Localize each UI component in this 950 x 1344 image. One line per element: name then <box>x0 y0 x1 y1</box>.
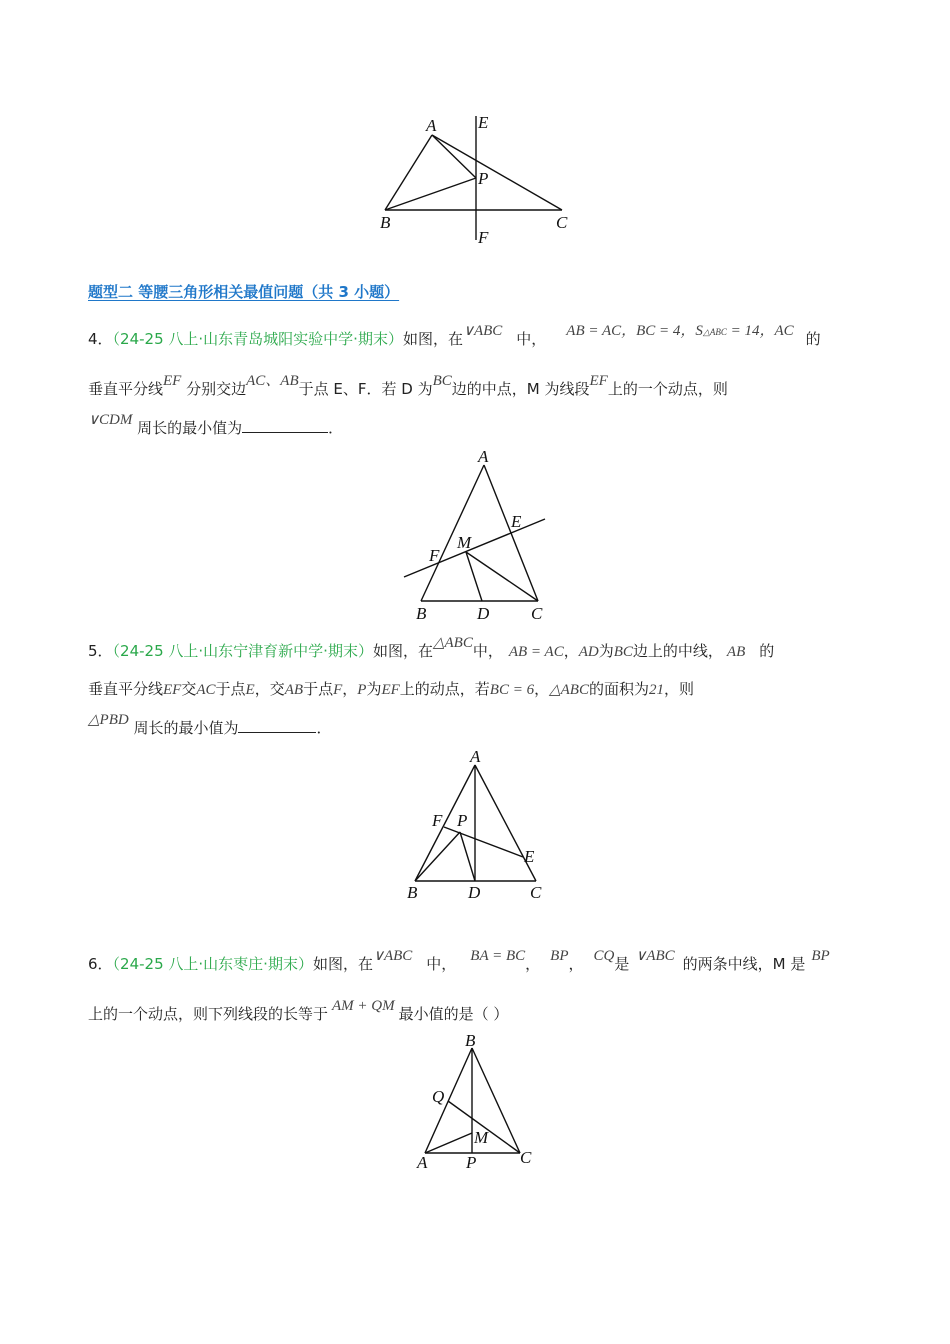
q4-line1: 4．（24-25 八上·山东青岛城阳实验中学·期末）如图，在∨ABC 中， AB = AC，BC = 4，$S^{\triangle ABC} = 14$，AC 的 <box>88 323 821 348</box>
label-F: F <box>429 546 440 565</box>
q6-line2: 上的一个动点，则下列线段的长等于 AM + QM 最小值的是（ ） <box>88 998 509 1023</box>
label-F: F <box>478 228 489 247</box>
label-E: E <box>511 512 522 531</box>
label-B: B <box>407 883 418 902</box>
label-D: D <box>477 604 490 623</box>
figure-q4 <box>395 445 555 625</box>
label-F: F <box>432 811 443 830</box>
label-A: A <box>426 116 437 135</box>
label-B: B <box>416 604 427 623</box>
label-C: C <box>531 604 543 623</box>
q6-number: 6． <box>88 955 113 973</box>
label-E: E <box>478 113 489 132</box>
figure-q3 <box>370 108 590 248</box>
q5-number: 5． <box>88 642 113 660</box>
q4-line2: 垂直平分线EF 分别交边AC、AB于点 E、F．若 D 为BC边的中点，M 为线段EF上的一个动点，则 <box>88 373 728 398</box>
q6-source: （24-25 八上·山东枣庄·期末） <box>112 955 313 973</box>
q4-line3: ∨CDM 周长的最小值为 ． <box>88 412 344 437</box>
section-title: 题型二 等腰三角形相关最值问题（共 3 小题） <box>88 283 400 301</box>
label-C: C <box>556 213 568 232</box>
q4-answer-blank[interactable] <box>242 418 328 433</box>
q4-number: 4． <box>88 330 113 348</box>
label-E: E <box>524 847 535 866</box>
label-B: B <box>465 1031 476 1050</box>
label-P: P <box>466 1153 477 1172</box>
q6-line1: 6．（24-25 八上·山东枣庄·期末）如图，在∨ABC 中， BA = BC， BP， CQ是 ∨ABC 的两条中线，M 是 BP <box>88 948 830 973</box>
q5-source: （24-25 八上·山东宁津育新中学·期末） <box>112 642 373 660</box>
figure-q5 <box>400 745 550 905</box>
label-P: P <box>457 811 468 830</box>
q4-source: （24-25 八上·山东青岛城阳实验中学·期末） <box>112 330 403 348</box>
q5-answer-blank[interactable] <box>238 718 316 733</box>
label-B: B <box>380 213 391 232</box>
figure-q6 <box>410 1030 540 1175</box>
label-C: C <box>530 883 542 902</box>
label-M: M <box>457 533 472 552</box>
label-Q: Q <box>432 1087 445 1106</box>
label-M: M <box>474 1128 489 1147</box>
q5-line3: △PBD 周长的最小值为 ． <box>88 712 332 737</box>
label-A: A <box>478 447 489 466</box>
label-A: A <box>417 1153 428 1172</box>
q5-line1: 5．（24-25 八上·山东宁津育新中学·期末）如图，在△ABC中， AB = AC，AD为BC边上的中线， AB 的 <box>88 635 775 660</box>
label-C: C <box>520 1148 532 1167</box>
label-A: A <box>470 747 481 766</box>
q5-line2: 垂直平分线EF交AC于点E，交AB于点F，P为EF上的动点，若BC = 6，△ABC的面积为21，则 <box>88 680 695 698</box>
label-D: D <box>468 883 481 902</box>
label-P: P <box>478 169 489 188</box>
